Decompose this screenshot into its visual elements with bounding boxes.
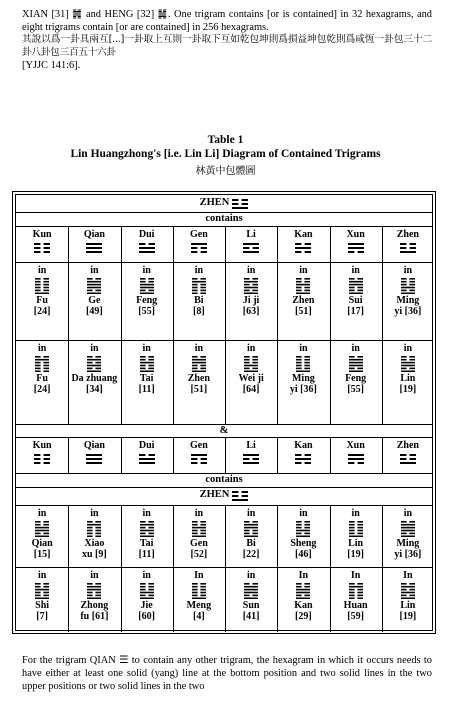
hexagram-icon (35, 521, 49, 537)
in-label: in (403, 265, 413, 276)
in-label: in (90, 343, 99, 354)
trigram-label: Kun (32, 229, 52, 240)
hexagram-number: [49] (86, 306, 103, 318)
intro-paragraph (22, 8, 432, 72)
zhen-trigram-icon (400, 243, 416, 253)
trigram-cell-xun (330, 229, 382, 253)
hexagram-name: Jie (140, 599, 153, 611)
hexagram-icon (140, 356, 154, 372)
xun-trigram-icon (348, 243, 364, 253)
trigram-cell-dui (121, 440, 173, 464)
hexagram-number: [52] (190, 549, 208, 561)
hexagram-cell (68, 508, 120, 561)
in-label: in (246, 508, 256, 519)
hexagram-number: [51] (295, 306, 312, 318)
row-divider (16, 340, 432, 341)
li-trigram-icon (243, 454, 259, 464)
hexagram-number: [34] (86, 384, 103, 396)
table-inner (15, 194, 433, 631)
hexagram-number: [11] (138, 384, 155, 396)
hexagram-name: Ming (396, 294, 420, 306)
in-label: In (350, 570, 361, 581)
trigram-cell-kan (277, 229, 329, 253)
hexagram-cell (173, 265, 225, 318)
hexagram-name: Fu (36, 294, 48, 306)
hexagram-number: [24] (33, 384, 51, 396)
hexagram-icon (35, 356, 49, 372)
hexagram-cell (225, 265, 277, 318)
hexagram-icon (401, 583, 415, 599)
row-divider (16, 437, 432, 438)
trigram-cell-zhen (382, 440, 434, 464)
trigram-cell-qian (68, 440, 120, 464)
trigram-label: Kan (294, 440, 313, 451)
hexagram-name: Sui (348, 294, 363, 306)
trigram-label: Dui (138, 440, 155, 451)
gen-trigram-icon (191, 243, 207, 253)
hexagram-number: yi [36] (289, 384, 317, 396)
trigram-cell-kan (277, 440, 329, 464)
hexagram-cell (173, 508, 225, 561)
hexagram-cell (173, 343, 225, 396)
hexagram-icon (244, 521, 258, 537)
trigram-cell-li (225, 229, 277, 253)
trigram-label: Dui (138, 229, 155, 240)
hexagram-number: [59] (347, 611, 364, 623)
in-label: in (351, 508, 360, 519)
row-divider (16, 262, 432, 263)
hexagram-name: Ge (88, 294, 101, 306)
hexagram-cell (68, 570, 120, 623)
hexagram-icon (296, 583, 310, 599)
trigram-label: Zhen (396, 229, 419, 240)
hexagram-icon (244, 278, 258, 294)
hexagram-cell (121, 508, 173, 561)
in-label: in (246, 570, 256, 581)
hexagram-number: [22] (242, 549, 260, 561)
dui-trigram-icon (139, 454, 155, 464)
hexagram-icon (296, 521, 310, 537)
trigram-cell-gen (173, 229, 225, 253)
trigram-label: Xun (346, 440, 365, 451)
row-divider (16, 226, 432, 227)
hexagram-cell (330, 570, 382, 623)
hexagram-name: Feng (136, 294, 158, 306)
trigram-label: Li (246, 440, 256, 451)
bottom_section-contains-label (16, 473, 432, 487)
hexagram-cell (121, 343, 173, 396)
hexagram-name: Lin (400, 599, 416, 611)
hexagram-cell (121, 265, 173, 318)
hexagram-number: fu [61] (80, 611, 109, 623)
hexagram-name: Qian (31, 537, 53, 549)
hexagram-name: Xiao (84, 537, 105, 549)
hexagram-icon (140, 278, 154, 294)
trigram-label: Li (246, 229, 256, 240)
in-label: in (403, 508, 413, 519)
hexagram-number: [64] (242, 384, 260, 396)
hexagram-icon (87, 356, 101, 372)
hexagram-name: Feng (345, 372, 367, 384)
zhen-trigram-icon (232, 491, 248, 501)
ampersand: & (219, 425, 229, 436)
hexagram-number: [7] (36, 611, 48, 623)
kun-trigram-icon (34, 243, 50, 253)
hexagram-name: Sheng (290, 537, 317, 549)
table-title: Table 1 (207, 134, 244, 146)
in-label: in (351, 265, 360, 276)
trigram-cell-qian (68, 229, 120, 253)
qian-trigram-icon (86, 243, 102, 253)
trigram-cell-li (225, 440, 277, 464)
trigram-cell-kun (16, 440, 68, 464)
hexagram-icon (296, 356, 310, 372)
in-label: in (37, 570, 47, 581)
column-divider (68, 437, 69, 473)
footer-paragraph: For the trigram QIAN ☰ to contain any other trigram, the hexagram in which it occurs needs to have either at least one solid (yang) line at the bottom position and two solid lines in the two upper positions or two solid lines in the two (22, 655, 432, 693)
hexagram-icon (349, 278, 363, 294)
hexagram-name: Da zhuang (71, 372, 118, 384)
in-label: in (299, 508, 308, 519)
trigram-label: Qian (83, 229, 105, 240)
hexagram-name: Tai (139, 372, 154, 384)
hexagram-name: Gen (189, 537, 208, 549)
trigram-name: ZHEN (199, 489, 230, 500)
hexagram-number: [17] (347, 306, 364, 318)
hexagram-number: [8] (193, 306, 205, 318)
hexagram-icon (87, 521, 101, 537)
row-divider (16, 567, 432, 568)
intro-chinese: 其說以爲一卦具兩互[...]一卦取上互則一卦取下互如乾包坤則爲損益坤包乾則爲咸恆一卦包三十二卦八卦包三百五十六卦 (22, 34, 432, 58)
hexagram-name: Wei ji (238, 372, 264, 384)
hexagram-cell (68, 265, 120, 318)
hexagram-icon (401, 521, 415, 537)
hexagram-cell (330, 265, 382, 318)
trigram-label: Gen (189, 229, 208, 240)
hexagram-cell (16, 265, 68, 318)
hexagram-number: [4] (193, 611, 205, 623)
hexagram-name: Bi (194, 294, 204, 306)
hexagram-cell (225, 508, 277, 561)
in-label: in (37, 265, 47, 276)
hexagram-icon (87, 278, 101, 294)
hexagram-name: Meng (186, 599, 212, 611)
hexagram-number: [15] (33, 549, 51, 561)
hexagram-icon (244, 356, 258, 372)
hexagram-cell (225, 570, 277, 623)
zhen-trigram-icon (232, 199, 248, 209)
hexagram-number: [46] (295, 549, 312, 561)
column-divider (225, 437, 226, 473)
hexagram-icon (192, 356, 206, 372)
hexagram-name: Ming (396, 537, 420, 549)
trigram-cell-zhen (382, 229, 434, 253)
hexagram-number: [63] (242, 306, 260, 318)
hexagram-cell (16, 508, 68, 561)
hexagram-cell (173, 570, 225, 623)
kan-trigram-icon (295, 454, 311, 464)
hexagram-icon (140, 521, 154, 537)
in-label: in (142, 570, 151, 581)
top_section-trigram-heading (16, 195, 432, 211)
trigram-cell-dui (121, 229, 173, 253)
gen-trigram-icon (191, 454, 207, 464)
top_section-contains-label (16, 212, 432, 226)
hexagram-number: [51] (190, 384, 208, 396)
hexagram-icon (35, 278, 49, 294)
hexagram-cell (382, 343, 434, 396)
kan-trigram-icon (295, 243, 311, 253)
hexagram-name: Bi (246, 537, 256, 549)
in-label: in (142, 265, 151, 276)
hexagram-cell (121, 570, 173, 623)
column-divider (173, 437, 174, 473)
hexagram-icon (192, 521, 206, 537)
qian-trigram-icon (86, 454, 102, 464)
trigram-name: ZHEN (199, 197, 230, 208)
contains-text: contains (205, 213, 243, 224)
hexagram-icon (35, 583, 49, 599)
hexagram-icon (349, 583, 363, 599)
trigram-label: Xun (346, 229, 365, 240)
in-label: in (142, 343, 151, 354)
zhen-trigram-icon (400, 454, 416, 464)
trigram-label: Qian (83, 440, 105, 451)
hexagram-cell (16, 570, 68, 623)
in-label: in (351, 343, 360, 354)
trigram-label: Kan (294, 229, 313, 240)
bottom_section-trigram-heading (16, 487, 432, 503)
hexagram-name: Huan (343, 599, 368, 611)
hexagram-icon (349, 356, 363, 372)
in-label: In (298, 570, 309, 581)
hexagram-icon (192, 278, 206, 294)
trigram-cell-xun (330, 440, 382, 464)
intro-citation: [YJJC 141:6]. (22, 60, 81, 71)
hexagram-name: Zhen (292, 294, 315, 306)
hexagram-name: Zhen (187, 372, 210, 384)
hexagram-cell (277, 265, 329, 318)
contained-trigrams-table (12, 191, 436, 634)
table-subtitle: Lin Huangzhong's [i.e. Lin Li] Diagram of Contained Trigrams (70, 148, 381, 160)
trigram-label: Kun (32, 440, 52, 451)
hexagram-cell (330, 343, 382, 396)
hexagram-icon (140, 583, 154, 599)
in-label: in (246, 265, 256, 276)
hexagram-number: [24] (33, 306, 51, 318)
hexagram-icon (87, 583, 101, 599)
hexagram-cell (330, 508, 382, 561)
trigram-cell-kun (16, 229, 68, 253)
in-label: In (194, 570, 204, 581)
hexagram-number: [41] (242, 611, 260, 623)
hexagram-name: Fu (36, 372, 48, 384)
in-label: in (403, 343, 413, 354)
hexagram-icon (401, 278, 415, 294)
hexagram-name: Kan (294, 599, 313, 611)
hexagram-icon (349, 521, 363, 537)
hexagram-number: [55] (347, 384, 364, 396)
hexagram-icon (192, 583, 206, 599)
in-label: in (194, 343, 204, 354)
kun-trigram-icon (34, 454, 50, 464)
hexagram-cell (277, 343, 329, 396)
in-label: in (194, 508, 204, 519)
hexagram-cell (382, 570, 434, 623)
hexagram-cell (225, 343, 277, 396)
li-trigram-icon (243, 243, 259, 253)
hexagram-cell (382, 508, 434, 561)
in-label: in (90, 265, 99, 276)
contains-text: contains (205, 474, 243, 485)
in-label: in (142, 508, 151, 519)
hexagram-number: [19] (399, 384, 417, 396)
hexagram-number: [60] (138, 611, 155, 623)
in-label: in (194, 265, 204, 276)
hexagram-number: [19] (347, 549, 364, 561)
trigram-label: Gen (189, 440, 208, 451)
hexagram-icon (401, 356, 415, 372)
row-divider (16, 505, 432, 506)
hexagram-cell (382, 265, 434, 318)
hexagram-cell (16, 343, 68, 396)
in-label: In (403, 570, 413, 581)
hexagram-name: Shi (35, 599, 50, 611)
table-subtitle-chinese: 林黃中包體圖 (195, 166, 256, 177)
hexagram-name: Ming (291, 372, 315, 384)
hexagram-name: Tai (139, 537, 154, 549)
column-divider (382, 437, 383, 473)
hexagram-icon (296, 278, 310, 294)
hexagram-cell (277, 570, 329, 623)
xun-trigram-icon (348, 454, 364, 464)
hexagram-number: [29] (295, 611, 312, 623)
intro-english: XIAN [31] ䷞ and HENG [32] ䷟. One trigram contains [or is contained] in 32 hexagrams, and eight trigrams contain [or are contained] in 256 hexagrams. (22, 9, 432, 33)
hexagram-name: Lin (400, 372, 416, 384)
column-divider (330, 437, 331, 473)
in-label: in (299, 343, 308, 354)
hexagram-cell (68, 343, 120, 396)
in-label: in (299, 265, 308, 276)
hexagram-number: xu [9] (82, 549, 107, 561)
hexagram-number: yi [36] (394, 306, 422, 318)
hexagram-name: Lin (348, 537, 364, 549)
hexagram-cell (277, 508, 329, 561)
hexagram-name: Sun (242, 599, 260, 611)
hexagram-number: [11] (138, 549, 155, 561)
hexagram-name: Zhong (80, 599, 109, 611)
column-divider (277, 437, 278, 473)
trigram-label: Zhen (396, 440, 419, 451)
in-label: in (37, 343, 47, 354)
column-divider (121, 437, 122, 473)
in-label: in (37, 508, 47, 519)
hexagram-number: [55] (138, 306, 155, 318)
in-label: in (90, 508, 99, 519)
hexagram-name: Ji ji (242, 294, 260, 306)
in-label: in (246, 343, 256, 354)
dui-trigram-icon (139, 243, 155, 253)
hexagram-number: yi [36] (394, 549, 422, 561)
in-label: in (90, 570, 99, 581)
hexagram-icon (244, 583, 258, 599)
trigram-cell-gen (173, 440, 225, 464)
hexagram-number: [19] (399, 611, 417, 623)
